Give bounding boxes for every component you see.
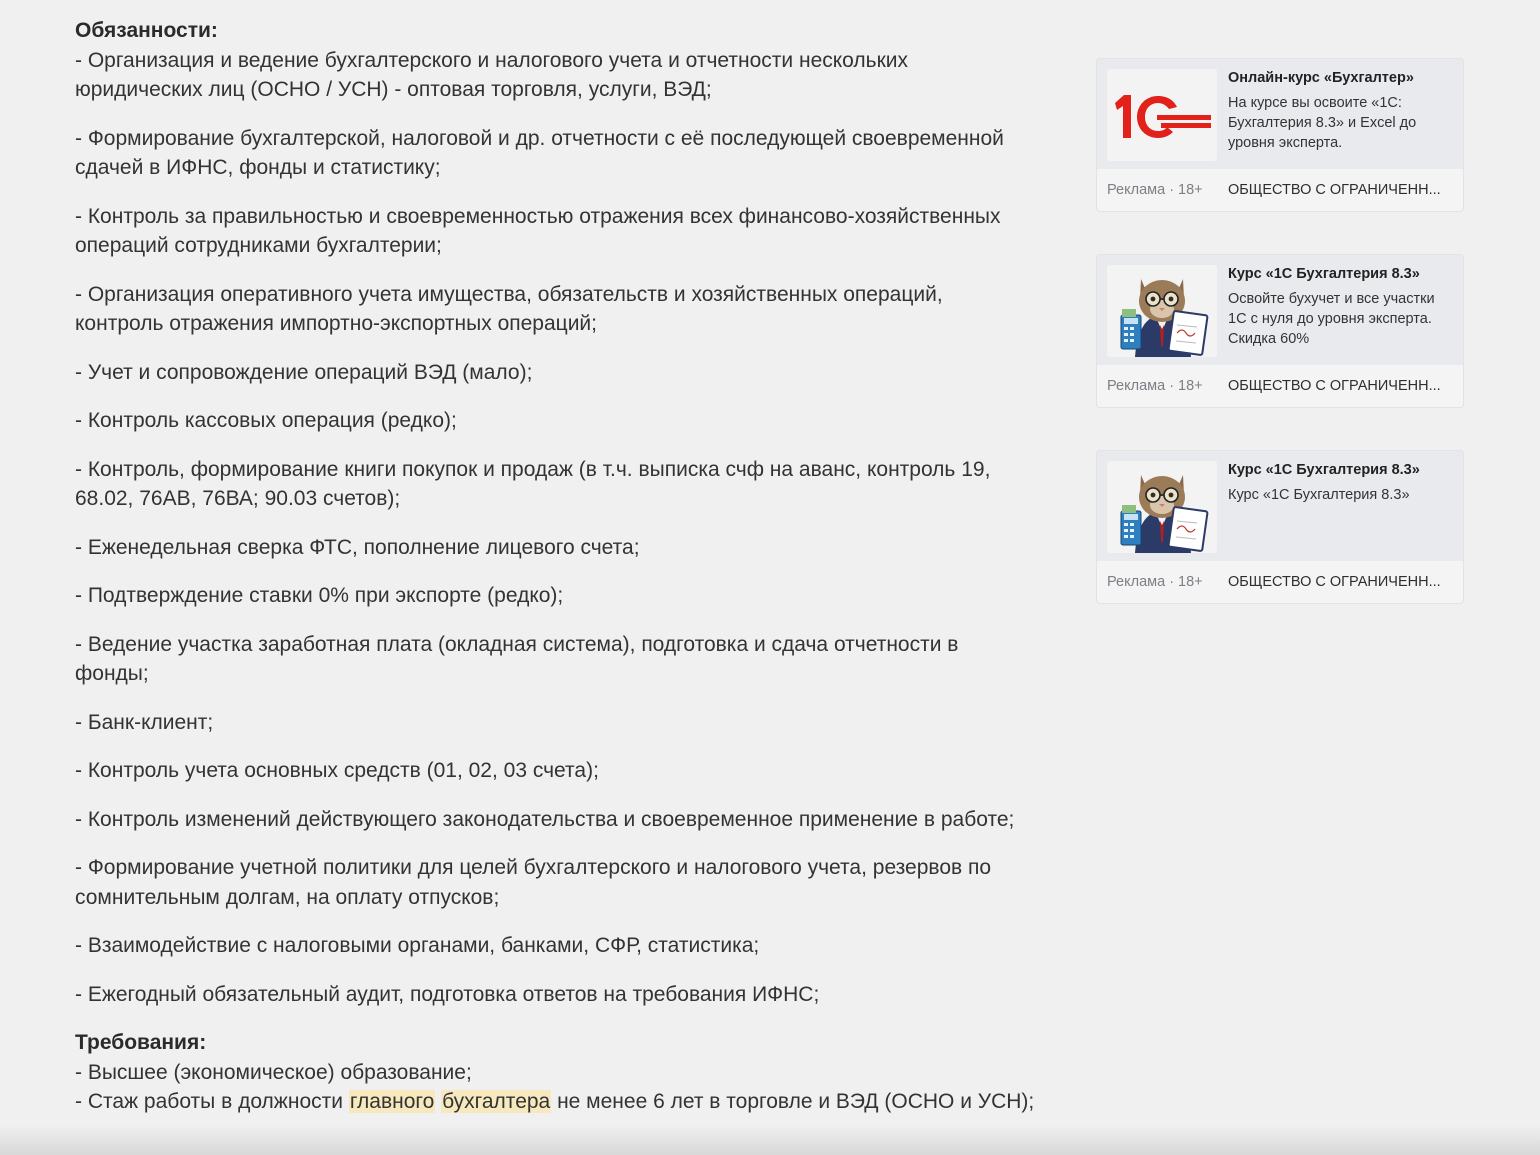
ad-title[interactable]: Онлайн-курс «Бухгалтер» (1228, 70, 1414, 86)
ad-card[interactable] (1096, 254, 1464, 408)
duty-item: - Формирование бухгалтерской, налоговой и др. отчетности с её последующей своевременной сдачей в ИФНС, фонды и статистику; (75, 126, 1004, 179)
ad-description[interactable]: Курс «1С Бухгалтерия 8.3» (1228, 487, 1410, 503)
requirements-section (75, 1028, 1035, 1117)
duty-item: - Контроль за правильностью и своевременностью отражения всех финансово-хозяйственных операций сотрудниками бухгалтерии; (75, 204, 1001, 257)
duty-item: - Ведение участка заработная плата (окладная система), подготовка и сдача отчетности в фонды; (75, 632, 959, 685)
bottom-fade-shadow (0, 1125, 1540, 1155)
ad-title[interactable]: Курс «1С Бухгалтерия 8.3» (1228, 462, 1420, 478)
duty-item: - Учет и сопровождение операций ВЭД (мало); (75, 360, 533, 384)
duty-item: - Еженедельная сверка ФТС, пополнение лицевого счета; (75, 535, 640, 559)
requirement-text: не менее 6 лет в торговле и ВЭД (ОСНО и УСН); (551, 1090, 1035, 1113)
ad-text[interactable] (1228, 265, 1453, 349)
ad-card-body[interactable] (1097, 255, 1463, 365)
ad-title[interactable]: Курс «1С Бухгалтерия 8.3» (1228, 266, 1420, 282)
ad-card-body[interactable] (1097, 451, 1463, 561)
duties-list (75, 46, 1035, 1010)
requirement-item (75, 1087, 1035, 1117)
duties-heading: Обязанности: (75, 19, 218, 42)
duty-item: - Ежегодный обязательный аудит, подготовка ответов на требования ИФНС; (75, 982, 820, 1006)
duty-item: - Организация и ведение бухгалтерского и налогового учета и отчетности нескольких юридических лиц (ОСНО / УСН) - оптовая торговля, услуги, ВЭД; (75, 48, 908, 101)
vacancy-description (75, 16, 1035, 1117)
requirement-item: - Высшее (экономическое) образование; (75, 1060, 472, 1084)
ad-footer (1107, 573, 1453, 591)
1c-logo-image[interactable] (1107, 69, 1217, 161)
ad-advertiser[interactable]: ОБЩЕСТВО С ОГРАНИЧЕНН... (1228, 378, 1441, 394)
ad-description[interactable]: Освойте бухучет и все участки 1С с нуля до уровня эксперта. Скидка 60% (1228, 291, 1435, 347)
ad-label: Реклама · 18+ (1107, 378, 1203, 394)
duty-item: - Взаимодействие с налоговыми органами, банками, СФР, статистика; (75, 934, 760, 957)
1c-logo-icon (1107, 69, 1217, 161)
duty-item: - Контроль, формирование книги покупок и продаж (в т.ч. выписка счф на аванс, контроль 19, 68.02, 76АВ, 76ВА; 90.03 счетов); (75, 457, 991, 510)
duty-item: - Контроль изменений действующего законодательства и своевременное применение в работе; (75, 807, 1015, 831)
ad-text[interactable] (1228, 461, 1453, 505)
requirements-heading: Требования: (75, 1031, 207, 1054)
duty-item: - Организация оперативного учета имущества, обязательств и хозяйственных операций, контроль отражения импортно-экспортных операций; (75, 282, 943, 335)
ad-card-body[interactable] (1097, 59, 1463, 169)
ad-card[interactable] (1096, 450, 1464, 604)
ad-label: Реклама · 18+ (1107, 574, 1203, 590)
ad-footer (1107, 181, 1453, 199)
ad-card[interactable] (1096, 58, 1464, 212)
duty-item: - Контроль кассовых операция (редко); (75, 409, 457, 432)
cat-accountant-image[interactable] (1107, 265, 1217, 357)
duty-item: - Подтверждение ставки 0% при экспорте (редко); (75, 584, 564, 607)
duty-item: - Банк-клиент; (75, 710, 214, 734)
ad-advertiser[interactable]: ОБЩЕСТВО С ОГРАНИЧЕНН... (1228, 182, 1441, 198)
duty-item: - Контроль учета основных средств (01, 02, 03 счета); (75, 759, 599, 782)
requirement-text: - Стаж работы в должности (75, 1090, 349, 1113)
cat-accountant-icon (1107, 265, 1217, 357)
duty-item: - Формирование учетной политики для целей бухгалтерского и налогового учета, резервов по сомнительным долгам, на оплату отпусков; (75, 856, 992, 909)
search-highlight: бухгалтера (442, 1090, 551, 1113)
ads-sidebar (1096, 58, 1464, 646)
cat-accountant-image[interactable] (1107, 461, 1217, 553)
search-highlight: главного (349, 1090, 435, 1113)
cat-accountant-icon (1107, 461, 1217, 553)
ad-description[interactable]: На курсе вы освоите «1С: Бухгалтерия 8.3» и Excel до уровня эксперта. (1228, 95, 1417, 151)
ad-advertiser[interactable]: ОБЩЕСТВО С ОГРАНИЧЕНН... (1228, 574, 1441, 590)
ad-label: Реклама · 18+ (1107, 182, 1203, 198)
ad-text[interactable] (1228, 69, 1453, 153)
ad-footer (1107, 377, 1453, 395)
